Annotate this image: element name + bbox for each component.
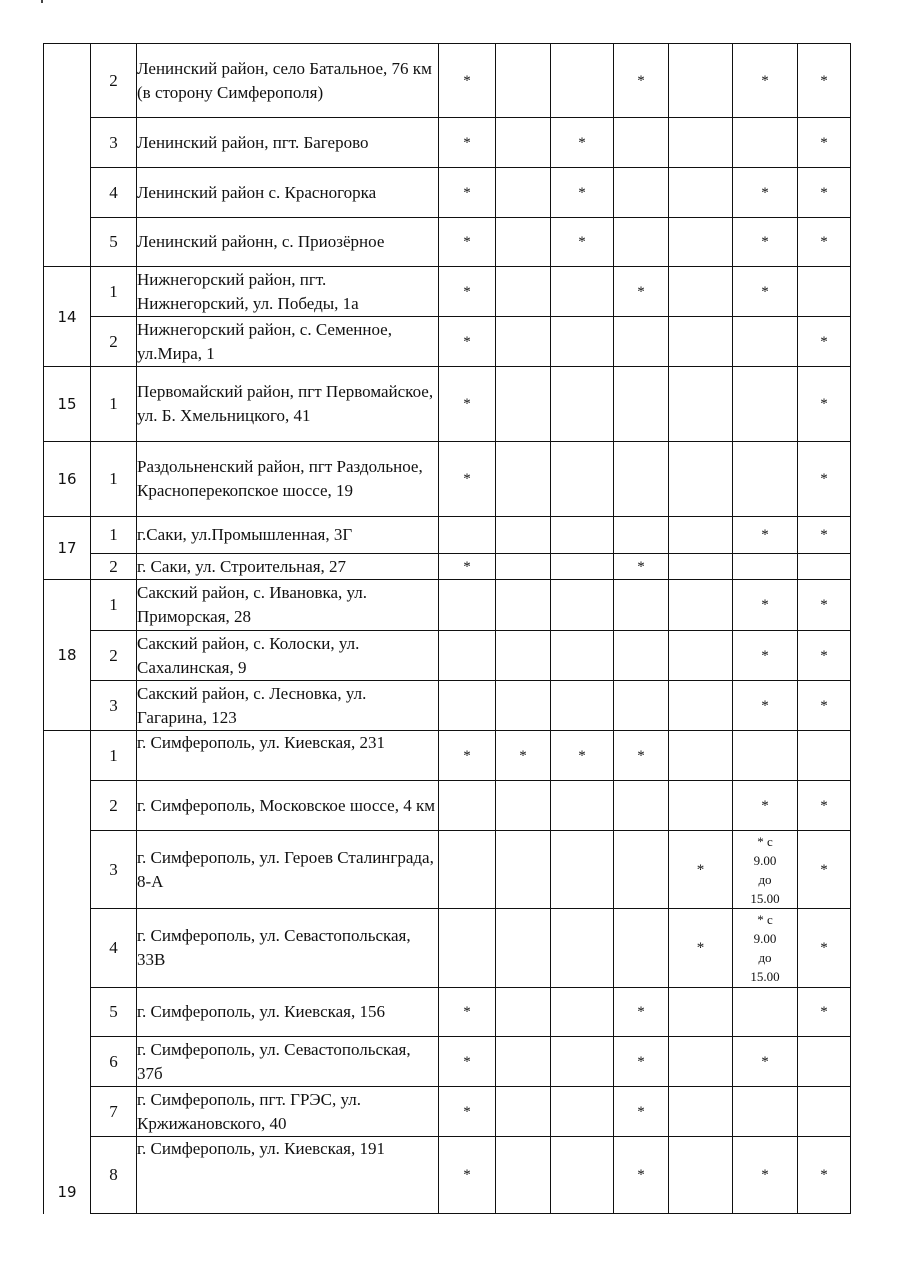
service-mark-cell [496, 1037, 551, 1087]
table-row [44, 442, 851, 517]
service-mark-cell [496, 580, 551, 631]
service-mark-cell [614, 631, 669, 681]
service-mark-cell [551, 317, 614, 367]
service-mark-cell [614, 580, 669, 631]
service-mark-cell [669, 317, 733, 367]
service-mark-cell [614, 831, 669, 909]
service-mark-cell [496, 781, 551, 831]
service-mark-cell [733, 118, 798, 168]
service-mark-cell [733, 831, 798, 909]
service-mark-cell [733, 1087, 798, 1137]
service-mark-cell: * [733, 218, 798, 267]
service-mark-cell [439, 909, 496, 988]
service-mark-cell: * [496, 731, 551, 781]
service-mark-cell: * [551, 731, 614, 781]
service-mark-cell: * [439, 317, 496, 367]
address-cell: Сакский район, с. Ивановка, ул. Приморская, 28 [137, 580, 439, 631]
service-mark-cell [496, 367, 551, 442]
service-mark-cell [551, 267, 614, 317]
table-row [44, 517, 851, 554]
address-cell: г. Симферополь, ул. Героев Сталинграда, 8-А [137, 831, 439, 909]
address-cell: Ленинский район с. Красногорка [137, 168, 439, 218]
service-mark-cell [669, 1037, 733, 1087]
table-row [44, 267, 851, 317]
row-number: 4 [91, 909, 137, 988]
row-number: 1 [91, 442, 137, 517]
service-mark-cell: * [439, 1037, 496, 1087]
address-cell: Сакский район, с. Колоски, ул. Сахалинская, 9 [137, 631, 439, 681]
service-mark-cell: * [669, 831, 733, 909]
service-mark-cell: * [439, 218, 496, 267]
service-mark-cell [551, 554, 614, 580]
service-mark-cell [669, 168, 733, 218]
service-mark-cell [496, 681, 551, 731]
service-mark-cell: * [439, 1137, 496, 1214]
service-mark-cell [496, 118, 551, 168]
schedule-note: * с [757, 833, 773, 849]
address-cell: г. Симферополь, ул. Киевская, 156 [137, 988, 439, 1037]
address-cell: г. Симферополь, ул. Севастопольская, 37б [137, 1037, 439, 1087]
address-cell: Нижнегорский район, пгт. Нижнегорский, ул. Победы, 1а [137, 267, 439, 317]
service-mark-cell [551, 1137, 614, 1214]
table-row [44, 781, 851, 831]
service-mark-cell [496, 218, 551, 267]
address-cell: Нижнегорский район, с. Семенное, ул.Мира, 1 [137, 317, 439, 367]
service-mark-cell: * [733, 781, 798, 831]
row-number: 3 [91, 831, 137, 909]
service-mark-cell: * [614, 1037, 669, 1087]
service-mark-cell [614, 168, 669, 218]
table-row [44, 44, 851, 118]
service-mark-cell [439, 781, 496, 831]
service-mark-cell [669, 988, 733, 1037]
service-mark-cell [798, 1037, 851, 1087]
service-mark-cell: * [798, 168, 851, 218]
service-mark-cell [733, 442, 798, 517]
row-number: 1 [91, 267, 137, 317]
service-mark-cell: * [798, 218, 851, 267]
service-mark-cell: * [798, 1137, 851, 1214]
service-mark-cell [614, 681, 669, 731]
service-mark-cell [496, 267, 551, 317]
address-cell: г. Симферополь, ул. Киевская, 191 [137, 1137, 439, 1214]
service-mark-cell: * [614, 44, 669, 118]
service-mark-cell [551, 1037, 614, 1087]
address-cell: Ленинский район, село Батальное, 76 км (в сторону Симферополя) [137, 44, 439, 118]
service-mark-cell [669, 267, 733, 317]
service-mark-cell [551, 831, 614, 909]
service-mark-cell [551, 631, 614, 681]
service-mark-cell [496, 554, 551, 580]
schedule-note: * с [757, 912, 773, 927]
service-mark-cell [614, 317, 669, 367]
service-mark-cell [496, 1137, 551, 1214]
service-mark-cell [551, 442, 614, 517]
service-mark-cell [496, 909, 551, 988]
service-mark-cell [798, 731, 851, 781]
service-mark-cell [669, 517, 733, 554]
service-mark-cell [733, 554, 798, 580]
service-mark-cell [733, 367, 798, 442]
service-mark-cell: * [733, 681, 798, 731]
service-mark-cell [733, 988, 798, 1037]
row-number: 1 [91, 731, 137, 781]
service-mark-cell [669, 367, 733, 442]
service-mark-cell [496, 1087, 551, 1137]
row-number: 1 [91, 367, 137, 442]
table-row [44, 731, 851, 781]
table-row [44, 631, 851, 681]
service-mark-cell [551, 1087, 614, 1137]
schedule-note: 9.00 [753, 852, 777, 868]
service-mark-cell: * [733, 1037, 798, 1087]
group-number [44, 44, 91, 267]
service-mark-cell: * [798, 118, 851, 168]
service-mark-cell: * [439, 367, 496, 442]
service-mark-cell [496, 831, 551, 909]
row-number: 2 [91, 317, 137, 367]
row-number: 6 [91, 1037, 137, 1087]
service-mark-cell [551, 681, 614, 731]
service-mark-cell: * [798, 631, 851, 681]
service-mark-cell: * [733, 580, 798, 631]
row-number: 2 [91, 631, 137, 681]
schedule-note: 15.00 [750, 890, 780, 906]
service-mark-cell: * [798, 517, 851, 554]
table-row [44, 118, 851, 168]
table-row [44, 1137, 851, 1214]
service-mark-cell: * [798, 831, 851, 909]
service-mark-cell: * [614, 554, 669, 580]
service-mark-cell [496, 44, 551, 118]
schedule-note: 9.00 [753, 931, 777, 946]
address-cell: г. Симферополь, ул. Севастопольская, 33В [137, 909, 439, 988]
service-mark-cell: * [733, 44, 798, 118]
service-mark-cell: * [733, 168, 798, 218]
service-mark-cell: * [798, 781, 851, 831]
service-mark-cell [669, 681, 733, 731]
group-number: 16 [44, 442, 91, 517]
service-mark-cell: * [798, 442, 851, 517]
service-mark-cell: * [439, 731, 496, 781]
service-mark-cell: * [798, 988, 851, 1037]
service-mark-cell: * [614, 988, 669, 1037]
row-number: 8 [91, 1137, 137, 1214]
schedule-note: 15.00 [750, 969, 780, 984]
address-cell: г. Саки, ул. Строительная, 27 [137, 554, 439, 580]
row-number: 7 [91, 1087, 137, 1137]
service-mark-cell [669, 554, 733, 580]
service-mark-cell: * [614, 731, 669, 781]
service-mark-cell [496, 168, 551, 218]
service-mark-cell [733, 317, 798, 367]
service-mark-cell [439, 517, 496, 554]
address-cell: Ленинский районн, с. Приозёрное [137, 218, 439, 267]
service-mark-cell [614, 442, 669, 517]
address-cell: г.Саки, ул.Промышленная, 3Г [137, 517, 439, 554]
service-mark-cell [669, 580, 733, 631]
service-mark-cell: * [733, 631, 798, 681]
service-mark-cell [496, 317, 551, 367]
address-cell: Первомайский район, пгт Первомайское, ул. Б. Хмельницкого, 41 [137, 367, 439, 442]
service-mark-cell: * [733, 267, 798, 317]
address-cell: г. Симферополь, пгт. ГРЭС, ул. Кржижановского, 40 [137, 1087, 439, 1137]
service-mark-cell [614, 367, 669, 442]
service-mark-cell [496, 517, 551, 554]
service-mark-cell: * [439, 118, 496, 168]
row-number: 2 [91, 554, 137, 580]
service-mark-cell [669, 44, 733, 118]
row-number: 4 [91, 168, 137, 218]
service-mark-cell: * [439, 44, 496, 118]
table-row [44, 554, 851, 580]
service-mark-cell [496, 631, 551, 681]
service-mark-cell [733, 909, 798, 988]
service-mark-cell: * [551, 168, 614, 218]
row-number: 5 [91, 988, 137, 1037]
service-mark-cell [614, 909, 669, 988]
schedule-note: до [758, 950, 772, 965]
service-mark-cell [798, 267, 851, 317]
scan-artifact [41, 0, 43, 3]
table-row [44, 580, 851, 631]
service-mark-cell: * [439, 442, 496, 517]
service-mark-cell [669, 1137, 733, 1214]
service-mark-cell: * [439, 168, 496, 218]
service-mark-cell [669, 781, 733, 831]
service-mark-cell [551, 781, 614, 831]
service-mark-cell [439, 631, 496, 681]
service-mark-cell [551, 367, 614, 442]
service-mark-cell [614, 218, 669, 267]
service-mark-cell [551, 909, 614, 988]
service-mark-cell: * [614, 1087, 669, 1137]
service-mark-cell: * [798, 580, 851, 631]
table-row [44, 1087, 851, 1137]
service-mark-cell [669, 631, 733, 681]
service-mark-cell [798, 554, 851, 580]
service-mark-cell: * [733, 1137, 798, 1214]
schedule-note: до [758, 871, 772, 887]
table-row [44, 367, 851, 442]
address-cell: Ленинский район, пгт. Багерово [137, 118, 439, 168]
row-number: 1 [91, 580, 137, 631]
service-mark-cell [496, 988, 551, 1037]
service-mark-cell [551, 580, 614, 631]
service-mark-cell: * [439, 988, 496, 1037]
table-row [44, 831, 851, 909]
row-number: 3 [91, 118, 137, 168]
service-mark-cell: * [798, 367, 851, 442]
service-mark-cell: * [551, 118, 614, 168]
service-mark-cell: * [614, 267, 669, 317]
service-mark-cell: * [798, 44, 851, 118]
service-mark-cell [669, 1087, 733, 1137]
service-mark-cell: * [439, 267, 496, 317]
service-mark-cell [496, 442, 551, 517]
table-row [44, 168, 851, 218]
service-mark-cell: * [798, 317, 851, 367]
table-row [44, 317, 851, 367]
service-mark-cell [614, 781, 669, 831]
service-mark-cell: * [798, 681, 851, 731]
row-number: 1 [91, 517, 137, 554]
group-number: 15 [44, 367, 91, 442]
table-row [44, 681, 851, 731]
service-mark-cell [551, 517, 614, 554]
address-cell: г. Симферополь, Московское шоссе, 4 км [137, 781, 439, 831]
table-row [44, 1037, 851, 1087]
service-mark-cell: * [614, 1137, 669, 1214]
row-number: 3 [91, 681, 137, 731]
address-cell: Сакский район, с. Лесновка, ул. Гагарина, 123 [137, 681, 439, 731]
service-mark-cell [439, 831, 496, 909]
address-cell: Раздольненский район, пгт Раздольное, Красноперекопское шоссе, 19 [137, 442, 439, 517]
table-row [44, 909, 851, 988]
group-number: 19 [44, 731, 91, 1214]
row-number: 5 [91, 218, 137, 267]
service-mark-cell [551, 44, 614, 118]
service-mark-cell [614, 118, 669, 168]
service-mark-cell: * [798, 909, 851, 988]
row-number: 2 [91, 44, 137, 118]
group-number: 17 [44, 517, 91, 580]
gas-stations-table [43, 43, 851, 1214]
service-mark-cell [669, 218, 733, 267]
service-mark-cell [798, 1087, 851, 1137]
service-mark-cell [669, 442, 733, 517]
service-mark-cell: * [669, 909, 733, 988]
service-mark-cell: * [439, 554, 496, 580]
group-number: 14 [44, 267, 91, 367]
service-mark-cell [551, 988, 614, 1037]
service-mark-cell [669, 118, 733, 168]
service-mark-cell [733, 731, 798, 781]
address-cell: г. Симферополь, ул. Киевская, 231 [137, 731, 439, 781]
row-number: 2 [91, 781, 137, 831]
service-mark-cell [439, 681, 496, 731]
service-mark-cell [439, 580, 496, 631]
service-mark-cell [669, 731, 733, 781]
service-mark-cell: * [439, 1087, 496, 1137]
table-row [44, 988, 851, 1037]
table-row [44, 218, 851, 267]
service-mark-cell: * [733, 517, 798, 554]
group-number: 18 [44, 580, 91, 731]
service-mark-cell [614, 517, 669, 554]
service-mark-cell: * [551, 218, 614, 267]
